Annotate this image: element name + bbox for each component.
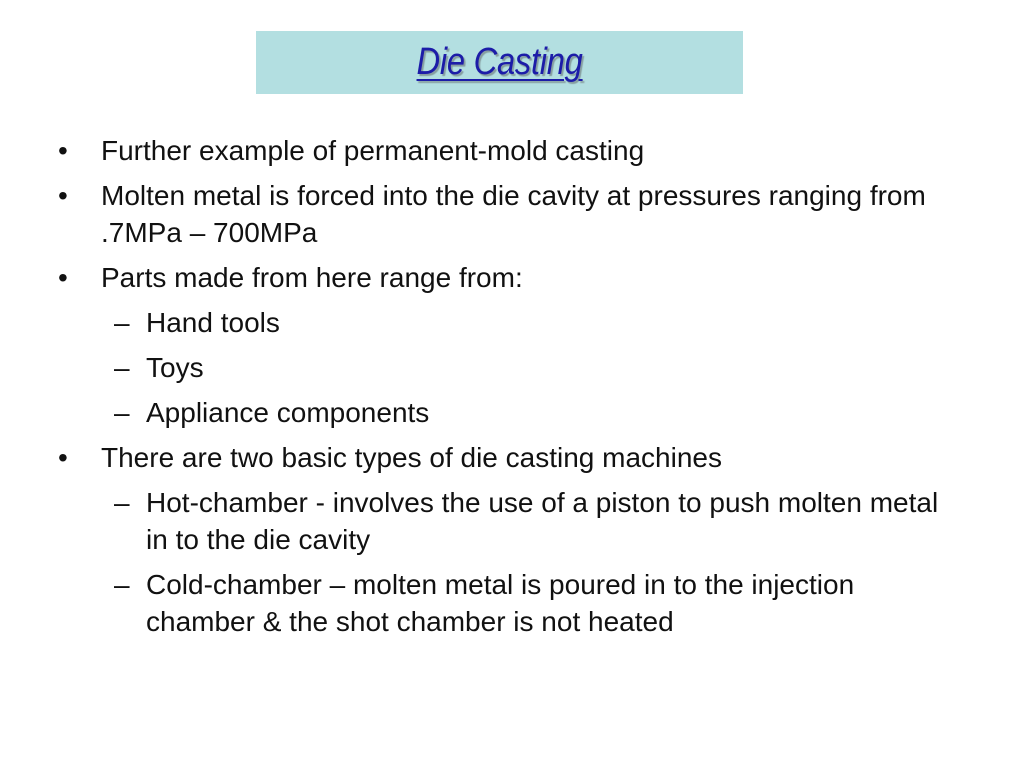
bullet-item xyxy=(58,177,958,251)
sub-bullet-marker: – xyxy=(114,352,130,383)
sub-bullet-marker: – xyxy=(114,487,130,518)
sub-bullet-text: Hot-chamber - involves the use of a piston to push molten metal in to the die cavity xyxy=(146,487,939,555)
bullet-text: There are two basic types of die casting machines xyxy=(101,442,722,473)
sub-bullet-marker: – xyxy=(114,307,130,338)
slide-title: Die Casting xyxy=(416,41,583,83)
bullet-list xyxy=(58,132,958,648)
bullet-text: Parts made from here range from: xyxy=(101,262,523,293)
bullet-item xyxy=(58,439,958,476)
title-banner xyxy=(256,31,743,94)
bullet-text: Molten metal is forced into the die cavity at pressures ranging from .7MPa – 700MPa xyxy=(101,180,926,248)
sub-bullet-item xyxy=(58,484,958,558)
sub-bullet-text: Hand tools xyxy=(146,307,280,338)
bullet-marker: • xyxy=(58,135,68,166)
bullet-marker: • xyxy=(58,180,68,211)
sub-bullet-item xyxy=(58,304,958,341)
sub-bullet-marker: – xyxy=(114,569,130,600)
bullet-marker: • xyxy=(58,262,68,293)
sub-bullet-item xyxy=(58,566,958,640)
bullet-item xyxy=(58,132,958,169)
sub-bullet-text: Cold-chamber – molten metal is poured in to the injection chamber & the shot chamber is not heated xyxy=(146,569,855,637)
sub-bullet-item xyxy=(58,394,958,431)
bullet-text: Further example of permanent-mold casting xyxy=(101,135,645,166)
sub-bullet-item xyxy=(58,349,958,386)
bullet-item xyxy=(58,259,958,296)
sub-bullet-marker: – xyxy=(114,397,130,428)
bullet-marker: • xyxy=(58,442,68,473)
sub-bullet-text: Toys xyxy=(146,352,204,383)
sub-bullet-text: Appliance components xyxy=(146,397,430,428)
